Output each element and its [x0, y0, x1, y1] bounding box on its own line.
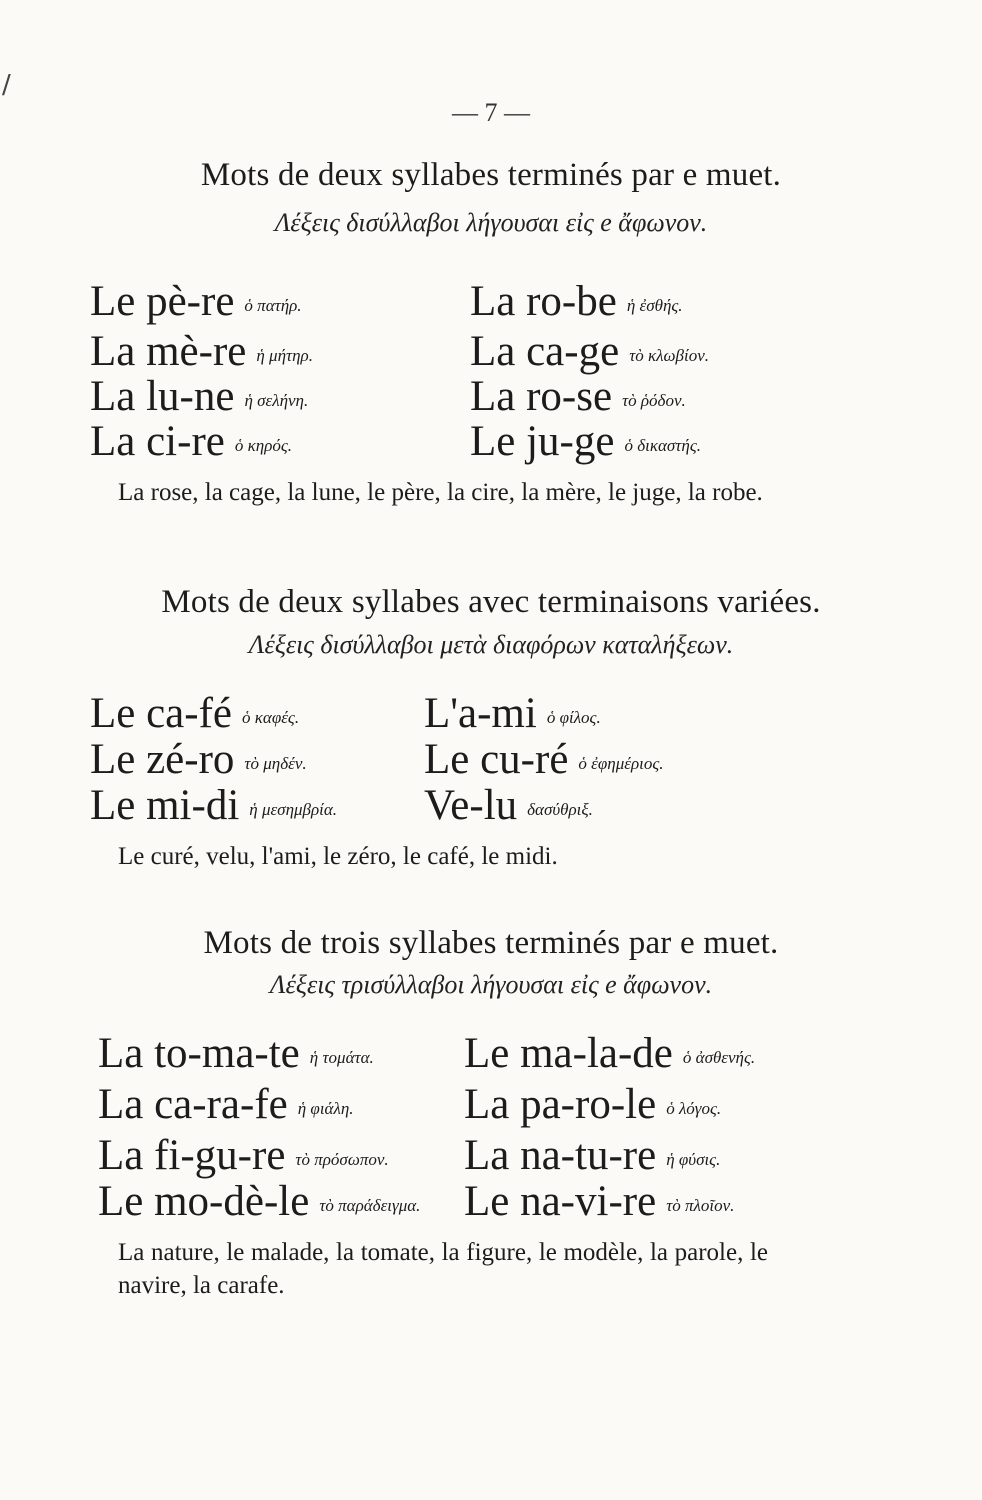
french-word: L'a-mi — [424, 690, 537, 737]
vocab-entry — [90, 784, 337, 827]
french-word: La to-ma-te — [98, 1030, 300, 1077]
greek-gloss: ὁ ἀσθενής. — [682, 1048, 756, 1067]
greek-gloss: τὸ πλοῖον. — [666, 1196, 735, 1215]
vocab-entry — [98, 1134, 389, 1177]
greek-gloss: τὸ πρόσωπον. — [295, 1150, 389, 1169]
greek-gloss: τὸ ῥόδον. — [622, 391, 686, 410]
vocab-entry — [98, 1180, 420, 1223]
greek-gloss: ἡ φιάλη. — [297, 1099, 354, 1118]
greek-gloss: ἡ σελήνη. — [244, 391, 309, 410]
vocab-entry — [470, 330, 709, 373]
vocab-entry — [424, 784, 593, 827]
french-word: La na-tu-re — [464, 1132, 657, 1179]
greek-gloss: ὁ καφές. — [242, 708, 300, 727]
greek-gloss: τὸ μηδέν. — [244, 754, 307, 773]
french-word: La ro-se — [470, 373, 613, 420]
vocab-entry — [424, 692, 601, 735]
french-word: La pa-ro-le — [464, 1081, 657, 1128]
section-3-subheading: Λέξεις τρισύλλαβοι λήγουσαι εἰς e ἄφωνον. — [269, 970, 713, 999]
vocab-entry — [98, 1083, 354, 1126]
french-word: La ca-ra-fe — [98, 1081, 288, 1128]
section-2-subheading: Λέξεις δισύλλαβοι μετὰ διαφόρων καταλήξεων. — [248, 630, 734, 659]
vocab-entry — [90, 692, 299, 735]
section-3-heading: Mots de trois syllabes terminés par e muet. — [203, 925, 779, 961]
greek-gloss: ὁ κηρός. — [234, 436, 293, 455]
greek-gloss: ὁ πατήρ. — [244, 296, 302, 315]
vocab-entry — [98, 1032, 374, 1075]
french-word: La lu-ne — [90, 373, 235, 420]
vocab-entry — [424, 738, 663, 781]
vocab-entry — [464, 1032, 755, 1075]
section-1-heading: Mots de deux syllabes terminés par e muet. — [200, 157, 782, 193]
section-2-heading: Mots de deux syllabes avec terminaisons variées. — [161, 584, 821, 620]
french-word: Le pè-re — [90, 278, 235, 325]
greek-gloss: ἡ φύσις. — [666, 1150, 721, 1169]
section-1-subheading: Λέξεις δισύλλαβοι λήγουσαι εἰς e ἄφωνον. — [274, 208, 708, 237]
greek-gloss: δασύθριξ. — [527, 800, 593, 819]
margin-mark: / — [2, 70, 11, 100]
greek-gloss: τὸ κλωβίον. — [629, 346, 710, 365]
french-word: Le cu-ré — [424, 736, 569, 783]
section-3-summary: La nature, le malade, la tomate, la figure, le modèle, la parole, le navire, la carafe. — [118, 1239, 768, 1299]
page-number: — 7 — — [452, 98, 530, 127]
french-word: Le ma-la-de — [464, 1030, 673, 1077]
vocab-entry — [464, 1083, 721, 1126]
section-1-summary: La rose, la cage, la lune, le père, la cire, la mère, le juge, la robe. — [118, 479, 763, 506]
greek-gloss: ὁ δικαστής. — [624, 436, 701, 455]
vocab-entry — [90, 375, 308, 418]
french-word: Le mi-di — [90, 782, 240, 829]
greek-gloss: ἡ μήτηρ. — [256, 346, 313, 365]
vocab-entry — [464, 1134, 720, 1177]
french-word: Le na-vi-re — [464, 1178, 657, 1225]
greek-gloss: ὁ ἐφημέριος. — [578, 754, 664, 773]
french-word: La ci-re — [90, 418, 225, 465]
vocab-entry — [90, 738, 307, 781]
french-word: Le mo-dè-le — [98, 1178, 310, 1225]
vocab-entry — [470, 280, 683, 323]
section-2-summary: Le curé, velu, l'ami, le zéro, le café, le midi. — [118, 843, 558, 870]
greek-gloss: ὁ λόγος. — [666, 1099, 722, 1118]
vocab-entry — [470, 420, 701, 463]
french-word: La mè-re — [90, 328, 247, 375]
vocab-entry — [90, 280, 302, 323]
greek-gloss: ἡ ἐσθής. — [626, 296, 683, 315]
french-word: Ve-lu — [424, 782, 518, 829]
vocab-entry — [470, 375, 686, 418]
french-word: Le ca-fé — [90, 690, 232, 737]
french-word: Le zé-ro — [90, 736, 235, 783]
greek-gloss: τὸ παράδειγμα. — [319, 1196, 421, 1215]
french-word: La ca-ge — [470, 328, 620, 375]
greek-gloss: ἡ τομάτα. — [309, 1048, 374, 1067]
vocab-entry — [464, 1180, 734, 1223]
greek-gloss: ἡ μεσημβρία. — [249, 800, 338, 819]
french-word: La fi-gu-re — [98, 1132, 286, 1179]
french-word: Le ju-ge — [470, 418, 615, 465]
vocab-entry — [90, 330, 313, 373]
vocab-entry — [90, 420, 292, 463]
greek-gloss: ὁ φίλος. — [546, 708, 601, 727]
french-word: La ro-be — [470, 278, 617, 325]
